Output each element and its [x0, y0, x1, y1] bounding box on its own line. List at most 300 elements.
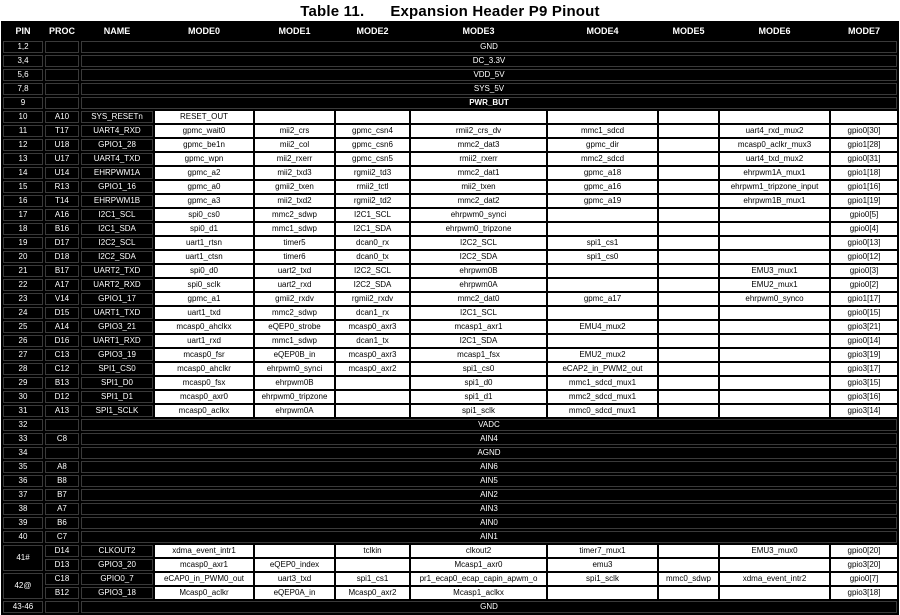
mode3-cell: I2C1_SCL [411, 307, 546, 319]
mode2-cell [336, 111, 409, 123]
mode5-cell [659, 377, 718, 389]
mode1-cell: mii2_txd2 [255, 195, 334, 207]
mode1-cell: uart2_rxd [255, 279, 334, 291]
pinout-row [3, 83, 897, 95]
pinout-row [3, 559, 897, 571]
mode4-cell: gpmc_a18 [548, 167, 657, 179]
proc-cell: D18 [45, 251, 79, 263]
mode3-cell [411, 111, 546, 123]
mode5-cell [659, 153, 718, 165]
mode0-cell: uart1_txd [155, 307, 253, 319]
mode5-cell [659, 363, 718, 375]
mode2-cell: mcasp0_axr2 [336, 363, 409, 375]
pin-cell: 26 [3, 335, 43, 347]
mode6-cell [720, 391, 829, 403]
mode3-cell: spi1_d0 [411, 377, 546, 389]
pin-cell: 12 [3, 139, 43, 151]
mode7-cell: gpio0[13] [831, 237, 897, 249]
mode2-cell: spi1_cs1 [336, 573, 409, 585]
mode5-cell [659, 321, 718, 333]
proc-cell: D17 [45, 237, 79, 249]
name-cell: UART2_RXD [81, 279, 153, 291]
pinout-row [3, 503, 897, 515]
pin-cell: 16 [3, 195, 43, 207]
mode4-cell: mmc1_sdcd_mux1 [548, 377, 657, 389]
mode4-cell: emu3 [548, 559, 657, 571]
mode0-cell: xdma_event_intr1 [155, 545, 253, 557]
pin-cell: 37 [3, 489, 43, 501]
pinout-row [3, 41, 897, 53]
mode7-cell: gpio3[18] [831, 587, 897, 599]
pin-cell: 15 [3, 181, 43, 193]
mode1-cell: ehrpwm0_tripzone [255, 391, 334, 403]
mode1-cell: ehrpwm0B [255, 377, 334, 389]
name-cell: SYS_RESETn [81, 111, 153, 123]
mode7-cell: gpio1[16] [831, 181, 897, 193]
mode2-cell: dcan1_tx [336, 335, 409, 347]
mode3-cell: spi1_d1 [411, 391, 546, 403]
mode7-cell: gpio3[21] [831, 321, 897, 333]
mode6-cell [720, 405, 829, 417]
mode5-cell [659, 125, 718, 137]
mode6-cell [720, 237, 829, 249]
mode1-cell: eQEP0B_in [255, 349, 334, 361]
merged-power-cell: AGND [81, 447, 897, 459]
mode1-cell: gmii2_rxdv [255, 293, 334, 305]
proc-cell: D16 [45, 335, 79, 347]
mode4-cell: timer7_mux1 [548, 545, 657, 557]
mode4-cell: eCAP2_in_PWM2_out [548, 363, 657, 375]
mode2-cell [336, 559, 409, 571]
pin-cell: 42@ [3, 573, 43, 599]
mode7-cell: gpio0[7] [831, 573, 897, 585]
name-cell: I2C2_SCL [81, 237, 153, 249]
pin-cell: 1,2 [3, 41, 43, 53]
mode0-cell: gpmc_a0 [155, 181, 253, 193]
mode2-cell: Mcasp0_axr2 [336, 587, 409, 599]
mode0-cell: uart1_rxd [155, 335, 253, 347]
mode2-cell: mcasp0_axr3 [336, 349, 409, 361]
mode7-cell: gpio0[4] [831, 223, 897, 235]
proc-cell: A8 [45, 461, 79, 473]
name-cell: UART4_TXD [81, 153, 153, 165]
mode3-cell: mii2_txen [411, 181, 546, 193]
name-cell: GPIO3_19 [81, 349, 153, 361]
merged-power-cell: SYS_5V [81, 83, 897, 95]
name-cell: I2C1_SCL [81, 209, 153, 221]
merged-power-cell: AIN3 [81, 503, 897, 515]
mode5-cell [659, 307, 718, 319]
table-caption-number: Table 11. [300, 3, 365, 20]
mode6-cell [720, 587, 829, 599]
pin-cell: 30 [3, 391, 43, 403]
pin-cell: 10 [3, 111, 43, 123]
mode6-cell: uart4_rxd_mux2 [720, 125, 829, 137]
mode7-cell: gpio0[2] [831, 279, 897, 291]
name-cell: UART1_TXD [81, 307, 153, 319]
mode7-cell: gpio1[28] [831, 139, 897, 151]
column-header-mode5: MODE5 [659, 23, 718, 39]
pin-cell: 29 [3, 377, 43, 389]
mode3-cell: mmc2_dat0 [411, 293, 546, 305]
column-header-proc: PROC [45, 23, 79, 39]
mode5-cell [659, 111, 718, 123]
mode1-cell: mmc1_sdwp [255, 335, 334, 347]
pinout-row [3, 237, 897, 249]
table-body [3, 41, 897, 613]
pinout-row [3, 391, 897, 403]
pin-cell: 40 [3, 531, 43, 543]
pinout-row [3, 433, 897, 445]
mode3-cell: ehrpwm0_tripzone [411, 223, 546, 235]
mode7-cell: gpio0[5] [831, 209, 897, 221]
proc-cell: C12 [45, 363, 79, 375]
pinout-row [3, 167, 897, 179]
proc-cell: V14 [45, 293, 79, 305]
mode1-cell: uart2_txd [255, 265, 334, 277]
mode4-cell: EMU2_mux2 [548, 349, 657, 361]
mode1-cell: eQEP0A_in [255, 587, 334, 599]
mode1-cell: gmii2_txen [255, 181, 334, 193]
column-header-mode2: MODE2 [336, 23, 409, 39]
proc-cell: A7 [45, 503, 79, 515]
mode2-cell [336, 405, 409, 417]
mode3-cell: spi1_cs0 [411, 363, 546, 375]
name-cell: CLKOUT2 [81, 545, 153, 557]
pin-cell: 35 [3, 461, 43, 473]
mode6-cell: xdma_event_intr2 [720, 573, 829, 585]
mode3-cell: mmc2_dat1 [411, 167, 546, 179]
mode2-cell: gpmc_csn4 [336, 125, 409, 137]
mode1-cell: mmc1_sdwp [255, 223, 334, 235]
pin-cell: 36 [3, 475, 43, 487]
pinout-row [3, 447, 897, 459]
mode4-cell: mmc2_sdcd_mux1 [548, 391, 657, 403]
pin-cell: 38 [3, 503, 43, 515]
table-header-row [3, 23, 897, 39]
pin-cell: 33 [3, 433, 43, 445]
mode6-cell [720, 209, 829, 221]
mode2-cell: rgmii2_td3 [336, 167, 409, 179]
mode1-cell: mmc2_sdwp [255, 209, 334, 221]
name-cell: UART4_RXD [81, 125, 153, 137]
mode3-cell: rmii2_rxerr [411, 153, 546, 165]
mode5-cell [659, 139, 718, 151]
mode5-cell [659, 251, 718, 263]
mode0-cell: spi0_sclk [155, 279, 253, 291]
mode3-cell: mcasp1_axr1 [411, 321, 546, 333]
proc-cell: A13 [45, 405, 79, 417]
pinout-row [3, 223, 897, 235]
mode4-cell: spi1_cs1 [548, 237, 657, 249]
pin-cell: 39 [3, 517, 43, 529]
mode4-cell: gpmc_a19 [548, 195, 657, 207]
mode2-cell: I2C2_SDA [336, 279, 409, 291]
mode5-cell [659, 391, 718, 403]
mode5-cell [659, 223, 718, 235]
pin-cell: 21 [3, 265, 43, 277]
pin-cell: 11 [3, 125, 43, 137]
mode2-cell: rmii2_tctl [336, 181, 409, 193]
mode0-cell: spi0_d1 [155, 223, 253, 235]
pin-cell: 14 [3, 167, 43, 179]
mode4-cell: gpmc_dir [548, 139, 657, 151]
mode6-cell: uart4_txd_mux2 [720, 153, 829, 165]
proc-cell: A14 [45, 321, 79, 333]
mode3-cell: ehrpwm0B [411, 265, 546, 277]
pinout-row [3, 587, 897, 599]
pinout-row [3, 419, 897, 431]
pin-cell: 18 [3, 223, 43, 235]
column-header-mode7: MODE7 [831, 23, 897, 39]
mode6-cell [720, 251, 829, 263]
mode2-cell: rgmii2_td2 [336, 195, 409, 207]
mode7-cell: gpio0[12] [831, 251, 897, 263]
proc-cell: D13 [45, 559, 79, 571]
mode0-cell: gpmc_be1n [155, 139, 253, 151]
mode2-cell [336, 391, 409, 403]
proc-cell: T14 [45, 195, 79, 207]
pinout-row [3, 181, 897, 193]
merged-power-cell: GND [81, 41, 897, 53]
merged-power-cell: AIN1 [81, 531, 897, 543]
pinout-row [3, 377, 897, 389]
name-cell: EHRPWM1A [81, 167, 153, 179]
column-header-pin: PIN [3, 23, 43, 39]
mode5-cell [659, 209, 718, 221]
pinout-row [3, 111, 897, 123]
mode3-cell: I2C2_SDA [411, 251, 546, 263]
mode4-cell: EMU4_mux2 [548, 321, 657, 333]
name-cell: GPIO3_18 [81, 587, 153, 599]
mode4-cell: mmc2_sdcd [548, 153, 657, 165]
mode3-cell: rmii2_crs_dv [411, 125, 546, 137]
column-header-mode0: MODE0 [155, 23, 253, 39]
pin-cell: 24 [3, 307, 43, 319]
merged-power-cell: GND [81, 601, 897, 613]
pinout-row [3, 517, 897, 529]
name-cell: GPIO1_16 [81, 181, 153, 193]
proc-cell [45, 447, 79, 459]
mode1-cell: mmc2_sdwp [255, 307, 334, 319]
proc-cell: R13 [45, 181, 79, 193]
merged-power-cell: AIN2 [81, 489, 897, 501]
mode2-cell: tclkin [336, 545, 409, 557]
pinout-row [3, 461, 897, 473]
mode1-cell: eQEP0_index [255, 559, 334, 571]
proc-cell: A16 [45, 209, 79, 221]
mode4-cell [548, 111, 657, 123]
mode5-cell [659, 545, 718, 557]
mode7-cell: gpio3[19] [831, 349, 897, 361]
pin-cell: 22 [3, 279, 43, 291]
column-header-mode4: MODE4 [548, 23, 657, 39]
mode1-cell: mii2_txd3 [255, 167, 334, 179]
mode7-cell: gpio3[16] [831, 391, 897, 403]
mode6-cell [720, 111, 829, 123]
table-caption [0, 0, 900, 20]
mode3-cell: Mcasp1_axr0 [411, 559, 546, 571]
mode6-cell: EMU3_mux1 [720, 265, 829, 277]
mode0-cell: Mcasp0_aclkr [155, 587, 253, 599]
name-cell: GPIO0_7 [81, 573, 153, 585]
mode6-cell [720, 307, 829, 319]
merged-power-cell: AIN6 [81, 461, 897, 473]
mode4-cell: spi1_cs0 [548, 251, 657, 263]
mode2-cell: dcan0_tx [336, 251, 409, 263]
mode7-cell: gpio0[31] [831, 153, 897, 165]
name-cell: I2C1_SDA [81, 223, 153, 235]
mode0-cell: mcasp0_aclkx [155, 405, 253, 417]
pinout-row [3, 363, 897, 375]
merged-power-cell: VADC [81, 419, 897, 431]
mode4-cell [548, 265, 657, 277]
mode1-cell: uart3_txd [255, 573, 334, 585]
pinout-row [3, 251, 897, 263]
mode6-cell: EMU2_mux1 [720, 279, 829, 291]
pin-cell: 34 [3, 447, 43, 459]
pinout-table [1, 21, 899, 615]
proc-cell: A10 [45, 111, 79, 123]
proc-cell [45, 55, 79, 67]
mode7-cell: gpio0[20] [831, 545, 897, 557]
proc-cell: B8 [45, 475, 79, 487]
pinout-row [3, 601, 897, 613]
pin-cell: 32 [3, 419, 43, 431]
mode6-cell: EMU3_mux0 [720, 545, 829, 557]
pinout-row [3, 321, 897, 333]
mode0-cell: spi0_cs0 [155, 209, 253, 221]
mode6-cell [720, 349, 829, 361]
pin-cell: 27 [3, 349, 43, 361]
proc-cell [45, 69, 79, 81]
mode6-cell [720, 377, 829, 389]
mode2-cell: gpmc_csn5 [336, 153, 409, 165]
mode2-cell: rgmii2_rxdv [336, 293, 409, 305]
mode2-cell [336, 377, 409, 389]
pin-cell: 5,6 [3, 69, 43, 81]
mode1-cell: ehrpwm0_synci [255, 363, 334, 375]
pin-cell: 17 [3, 209, 43, 221]
proc-cell: C18 [45, 573, 79, 585]
mode3-cell: clkout2 [411, 545, 546, 557]
merged-power-cell: AIN5 [81, 475, 897, 487]
proc-cell: B13 [45, 377, 79, 389]
name-cell: GPIO1_28 [81, 139, 153, 151]
mode3-cell: pr1_ecap0_ecap_capin_apwm_o [411, 573, 546, 585]
mode0-cell: gpmc_wpn [155, 153, 253, 165]
mode6-cell: ehrpwm1B_mux1 [720, 195, 829, 207]
mode5-cell: mmc0_sdwp [659, 573, 718, 585]
mode7-cell: gpio0[14] [831, 335, 897, 347]
mode1-cell: mii2_crs [255, 125, 334, 137]
mode4-cell: spi1_sclk [548, 573, 657, 585]
pin-cell: 13 [3, 153, 43, 165]
proc-cell: B6 [45, 517, 79, 529]
proc-cell: B7 [45, 489, 79, 501]
mode3-cell: spi1_sclk [411, 405, 546, 417]
proc-cell: U14 [45, 167, 79, 179]
proc-cell: B16 [45, 223, 79, 235]
pin-cell: 41# [3, 545, 43, 571]
mode3-cell: ehrpwm0_synci [411, 209, 546, 221]
mode4-cell [548, 587, 657, 599]
proc-cell: C7 [45, 531, 79, 543]
column-header-name: NAME [81, 23, 153, 39]
mode7-cell [831, 111, 897, 123]
mode6-cell [720, 223, 829, 235]
pinout-row [3, 209, 897, 221]
mode1-cell: mii2_rxerr [255, 153, 334, 165]
mode4-cell [548, 335, 657, 347]
mode3-cell: mmc2_dat2 [411, 195, 546, 207]
name-cell: UART1_RXD [81, 335, 153, 347]
mode7-cell: gpio0[15] [831, 307, 897, 319]
mode0-cell: gpmc_wait0 [155, 125, 253, 137]
mode0-cell: spi0_d0 [155, 265, 253, 277]
pinout-row [3, 279, 897, 291]
pinout-row [3, 573, 897, 585]
pin-cell: 7,8 [3, 83, 43, 95]
mode5-cell [659, 167, 718, 179]
column-header-mode1: MODE1 [255, 23, 334, 39]
mode1-cell [255, 111, 334, 123]
pinout-row [3, 489, 897, 501]
pinout-row [3, 405, 897, 417]
name-cell: I2C2_SDA [81, 251, 153, 263]
pinout-row [3, 153, 897, 165]
mode6-cell: mcasp0_aclkr_mux3 [720, 139, 829, 151]
pin-cell: 19 [3, 237, 43, 249]
mode5-cell [659, 335, 718, 347]
mode1-cell [255, 545, 334, 557]
mode4-cell: mmc0_sdcd_mux1 [548, 405, 657, 417]
mode5-cell [659, 587, 718, 599]
mode6-cell [720, 363, 829, 375]
mode3-cell: Mcasp1_aclkx [411, 587, 546, 599]
mode4-cell: gpmc_a17 [548, 293, 657, 305]
mode0-cell: mcasp0_fsx [155, 377, 253, 389]
pinout-row [3, 69, 897, 81]
name-cell: SPI1_D0 [81, 377, 153, 389]
pinout-row [3, 545, 897, 557]
pinout-row [3, 307, 897, 319]
name-cell: UART2_TXD [81, 265, 153, 277]
mode3-cell: I2C2_SCL [411, 237, 546, 249]
pinout-row [3, 195, 897, 207]
name-cell: GPIO1_17 [81, 293, 153, 305]
pinout-row [3, 265, 897, 277]
pin-cell: 9 [3, 97, 43, 109]
proc-cell: U17 [45, 153, 79, 165]
merged-power-cell: VDD_5V [81, 69, 897, 81]
mode4-cell: gpmc_a16 [548, 181, 657, 193]
mode1-cell: timer5 [255, 237, 334, 249]
name-cell: GPIO3_21 [81, 321, 153, 333]
pinout-row [3, 335, 897, 347]
mode0-cell: uart1_ctsn [155, 251, 253, 263]
mode7-cell: gpio3[20] [831, 559, 897, 571]
name-cell: SPI1_SCLK [81, 405, 153, 417]
mode3-cell: I2C1_SDA [411, 335, 546, 347]
pin-cell: 25 [3, 321, 43, 333]
mode7-cell: gpio1[19] [831, 195, 897, 207]
mode0-cell: mcasp0_ahclkx [155, 321, 253, 333]
mode7-cell: gpio1[17] [831, 293, 897, 305]
mode5-cell [659, 265, 718, 277]
name-cell: SPI1_CS0 [81, 363, 153, 375]
mode2-cell: I2C2_SCL [336, 265, 409, 277]
